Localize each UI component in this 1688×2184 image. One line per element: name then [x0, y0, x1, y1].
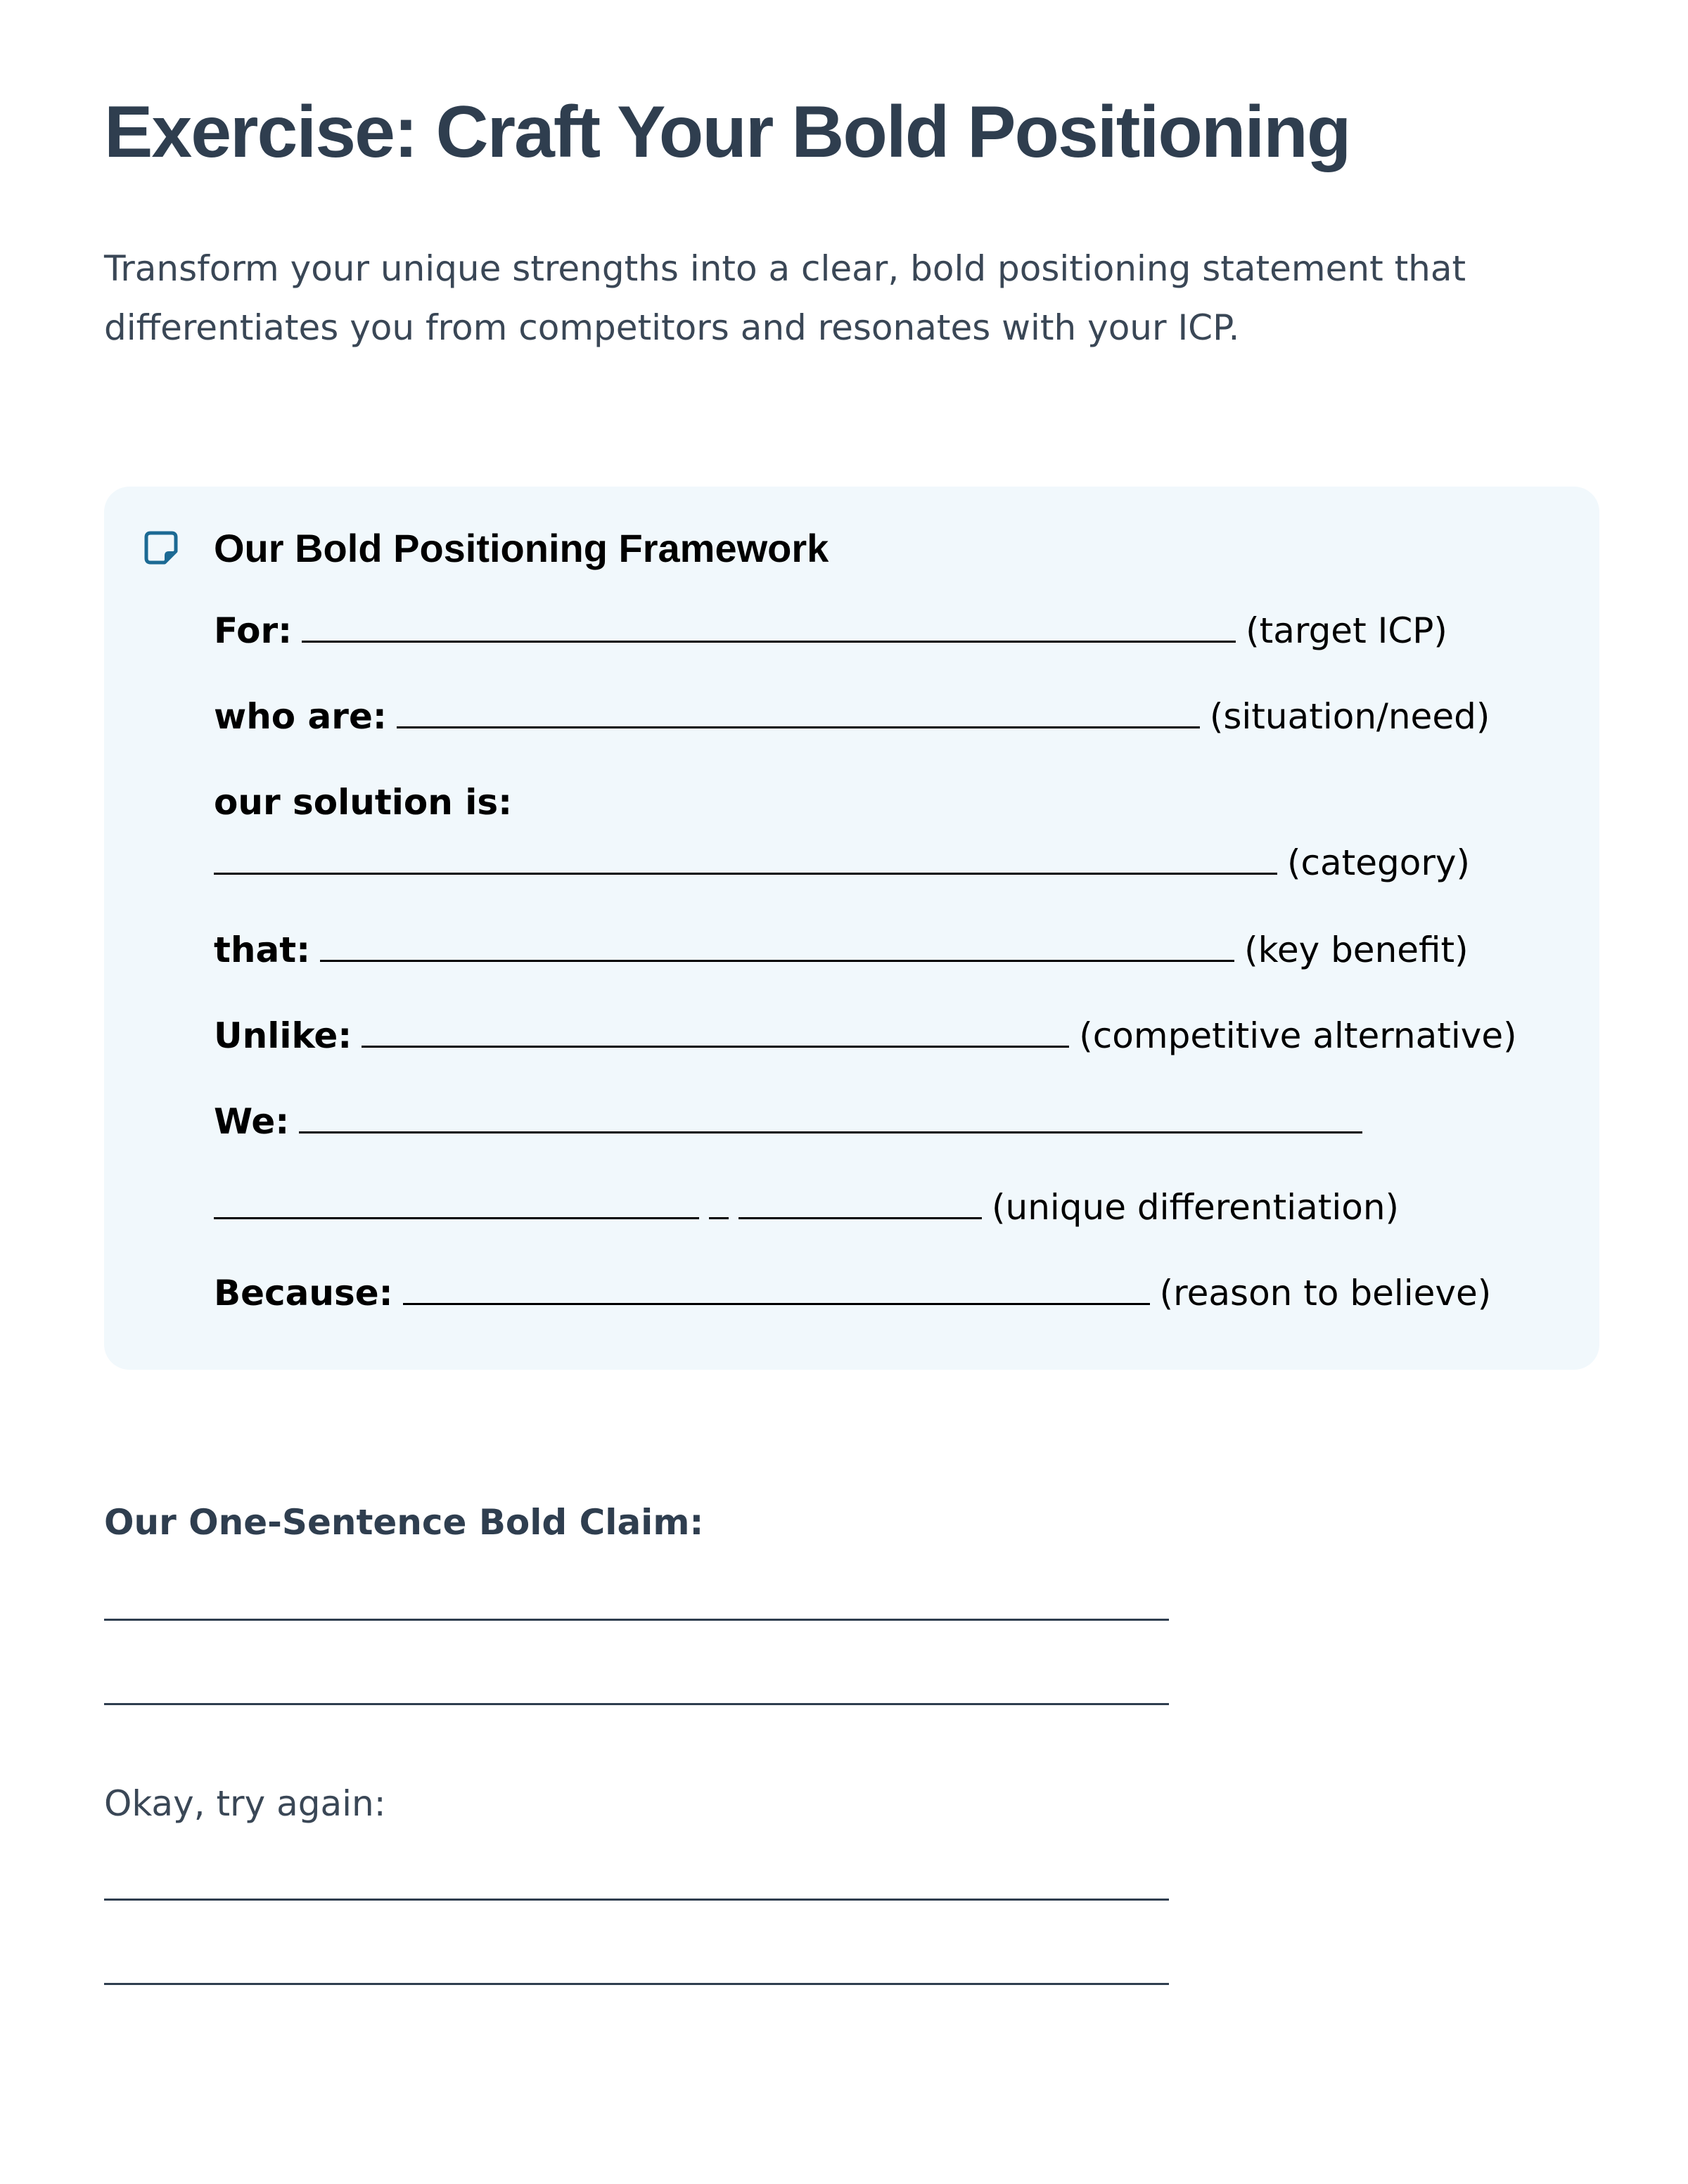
claim-answer-line-2[interactable]: [104, 1703, 1169, 1705]
field-because: [214, 1268, 1491, 1318]
field-solution-blank[interactable]: [214, 847, 1277, 875]
field-because-label: Because:: [214, 1273, 393, 1313]
field-we-blank[interactable]: [299, 1106, 1362, 1133]
page-title: Exercise: Craft Your Bold Positioning: [104, 91, 1350, 173]
field-for-label: For:: [214, 610, 293, 651]
retry-answer-line-2[interactable]: [104, 1983, 1169, 1985]
field-that: [214, 925, 1469, 975]
field-who-are-hint: (situation/need): [1209, 696, 1490, 737]
claim-answer-line-1[interactable]: [104, 1619, 1169, 1621]
field-solution-label: our solution is:: [214, 782, 513, 823]
field-for-blank[interactable]: [302, 615, 1236, 643]
claim-heading: Our One-Sentence Bold Claim:: [104, 1502, 704, 1543]
field-that-hint: (key benefit): [1244, 930, 1469, 970]
framework-panel: [104, 487, 1599, 1370]
retry-answer-line-1[interactable]: [104, 1899, 1169, 1901]
field-unlike-hint: (competitive alternative): [1079, 1015, 1517, 1056]
field-we: [214, 1097, 1362, 1146]
field-who-are: [214, 692, 1490, 741]
field-we-row: [214, 1183, 1399, 1232]
field-because-hint: (reason to believe): [1159, 1273, 1492, 1313]
field-we-label: We:: [214, 1101, 290, 1142]
field-for-hint: (target ICP): [1246, 610, 1447, 651]
field-because-blank[interactable]: [403, 1278, 1150, 1305]
retry-label: Okay, try again:: [104, 1783, 386, 1824]
field-for: [214, 606, 1447, 655]
field-we-hint: (unique differentiation): [992, 1187, 1400, 1228]
field-who-are-blank[interactable]: [397, 701, 1200, 728]
field-we-dash: [709, 1192, 729, 1219]
field-we-blank-3[interactable]: [738, 1192, 982, 1219]
field-unlike-label: Unlike:: [214, 1015, 352, 1056]
field-who-are-label: who are:: [214, 696, 387, 737]
field-we-blank-2[interactable]: [214, 1192, 699, 1219]
field-solution-hint: (category): [1287, 842, 1470, 883]
field-that-label: that:: [214, 930, 311, 970]
note-icon: [143, 530, 179, 565]
field-solution: [214, 778, 522, 827]
intro-paragraph: Transform your unique strengths into a clear, bold positioning statement that differentiates you from competitors and resonates with your ICP.: [104, 248, 1466, 348]
framework-heading: Our Bold Positioning Framework: [214, 526, 829, 570]
field-unlike-blank[interactable]: [362, 1020, 1069, 1048]
field-that-blank[interactable]: [320, 934, 1234, 962]
field-unlike: [214, 1011, 1517, 1060]
field-solution-row: [214, 838, 1470, 887]
